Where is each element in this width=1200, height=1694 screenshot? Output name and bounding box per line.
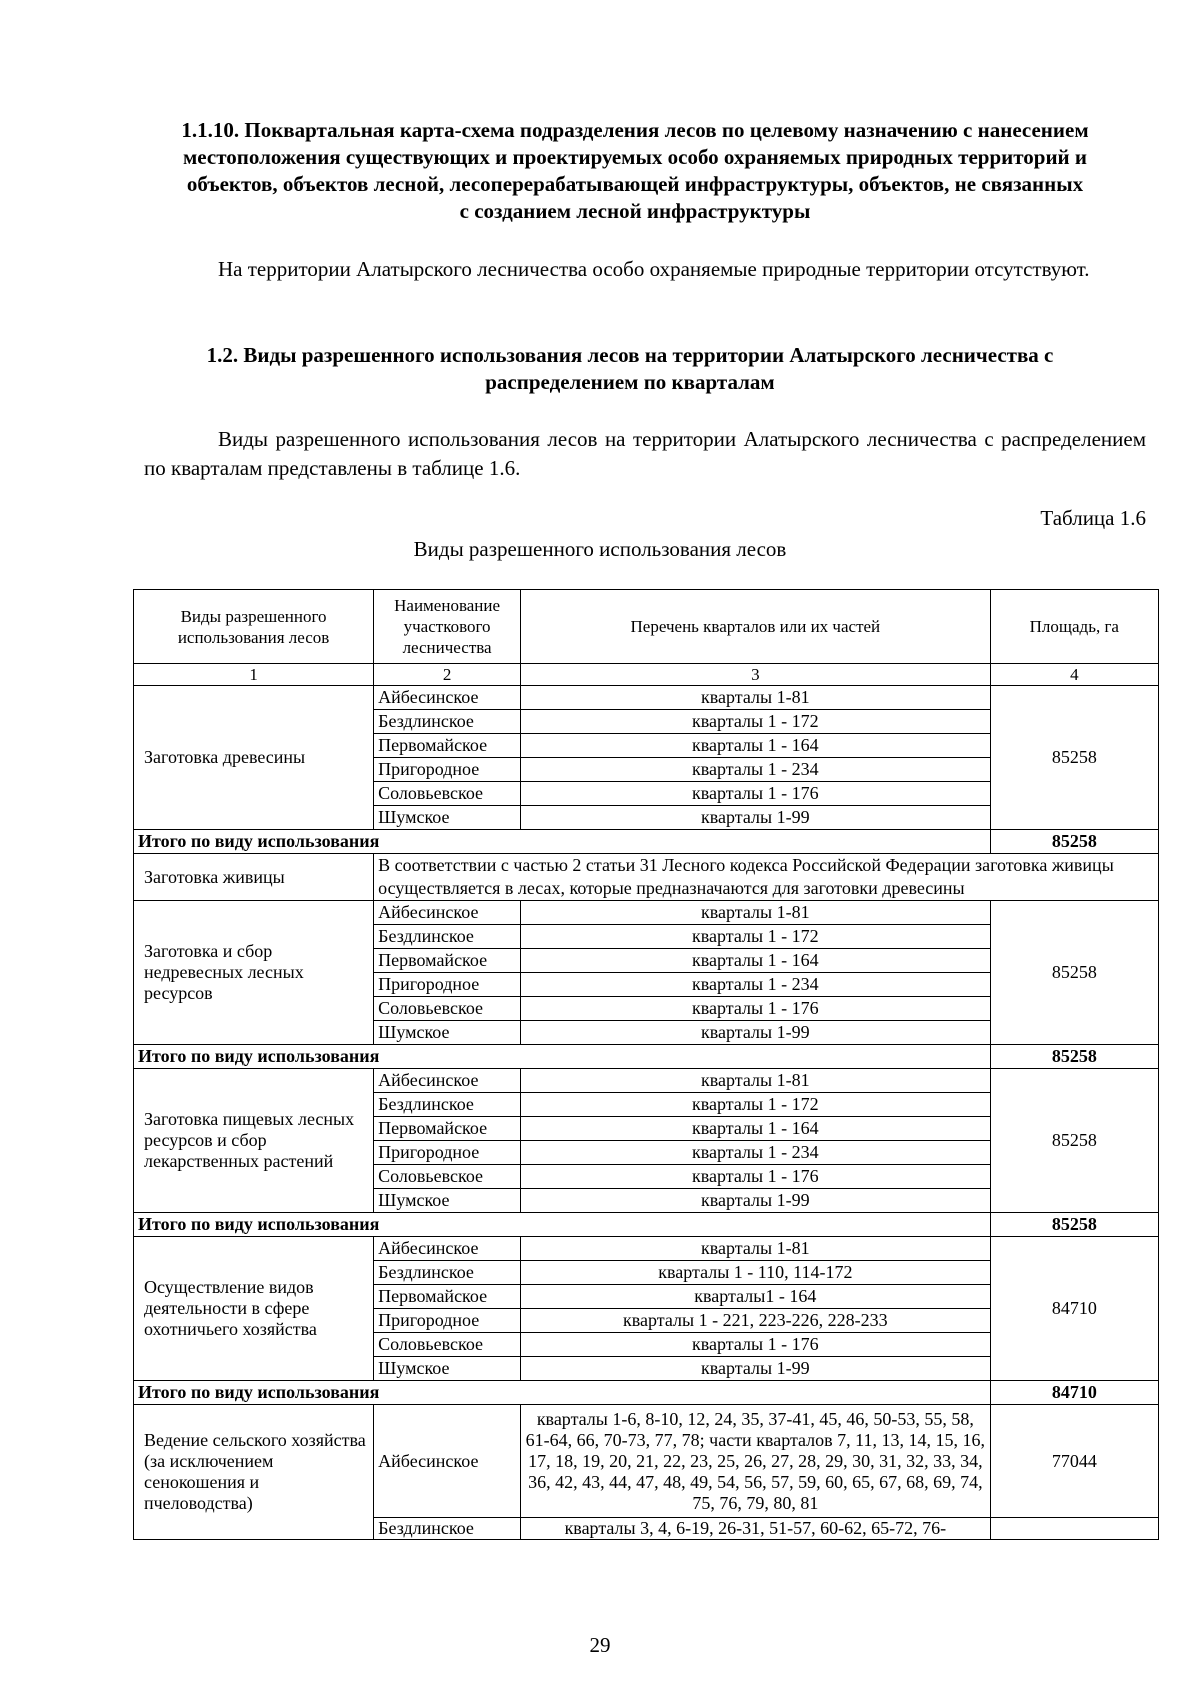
district-cell: Первомайское <box>374 734 521 758</box>
district-cell: Первомайское <box>374 949 521 973</box>
quarters-cell: кварталы 1 - 172 <box>521 925 991 949</box>
district-cell: Шумское <box>374 1189 521 1213</box>
district-cell: Бездлинское <box>374 1261 521 1285</box>
district-cell: Соловьевское <box>374 1165 521 1189</box>
quarters-cell: кварталы 1-99 <box>521 1189 991 1213</box>
total-value: 84710 <box>990 1381 1158 1405</box>
header-area: Площадь, га <box>990 590 1158 664</box>
quarters-cell: кварталы 1 - 221, 223-226, 228-233 <box>521 1309 991 1333</box>
quarters-cell: кварталы 1 - 164 <box>521 1117 991 1141</box>
column-number: 4 <box>990 664 1158 686</box>
quarters-cell: кварталы 1-99 <box>521 1357 991 1381</box>
district-cell: Соловьевское <box>374 1333 521 1357</box>
quarters-cell: кварталы 1-81 <box>521 1069 991 1093</box>
district-cell: Бездлинское <box>374 925 521 949</box>
header-quarters: Перечень кварталов или их частей <box>521 590 991 664</box>
paragraph-table-intro: Виды разрешенного использования лесов на территории Алатырского лесничества с распределением по кварталам представлены в таблице 1.6. <box>144 427 1146 480</box>
header-district: Наименование участкового лесничества <box>374 590 521 664</box>
use-type-cell: Заготовка пищевых лесных ресурсов и сбор лекарственных растений <box>134 1069 374 1213</box>
area-cell-empty <box>990 1518 1158 1540</box>
quarters-cell: кварталы 1 - 164 <box>521 734 991 758</box>
district-cell: Айбесинское <box>374 1405 521 1518</box>
total-value: 85258 <box>990 1045 1158 1069</box>
quarters-cell: кварталы 1 - 176 <box>521 782 991 806</box>
total-label: Итого по виду использования <box>134 830 991 854</box>
use-type-cell: Заготовка древесины <box>134 686 374 830</box>
quarters-cell: кварталы 1 - 164 <box>521 949 991 973</box>
note-cell: В соответствии с частью 2 статьи 31 Лесного кодекса Российской Федерации заготовка живицы осуществляется в лесах, которые предназначаются для заготовки древесины <box>374 854 1159 901</box>
district-cell: Соловьевское <box>374 782 521 806</box>
quarters-cell: кварталы 1 - 176 <box>521 997 991 1021</box>
quarters-cell: кварталы 1 - 234 <box>521 1141 991 1165</box>
area-cell: 85258 <box>990 686 1158 830</box>
quarters-cell: кварталы 1 - 234 <box>521 758 991 782</box>
subsection-heading: 1.2. Виды разрешенного использования лесов на территории Алатырского лесничества с распределением по кварталам <box>206 343 1054 394</box>
area-cell: 85258 <box>990 1069 1158 1213</box>
section-heading: 1.1.10. Поквартальная карта-схема подразделения лесов по целевому назначению с нанесением местоположения существующих и проектируемых особо охраняемых природных территорий и объектов, объектов лесной, лесоперерабатывающей инфраструктуры, объектов, не связанных с созданием лесной инфраструктуры <box>181 118 1089 223</box>
paragraph-no-protected-areas: На территории Алатырского лесничества особо охраняемые природные территории отсутствуют. <box>218 257 1090 281</box>
page-number: 29 <box>589 1633 611 1657</box>
quarters-cell: кварталы 1 - 172 <box>521 1093 991 1117</box>
district-cell: Соловьевское <box>374 997 521 1021</box>
column-number: 1 <box>134 664 374 686</box>
total-value: 85258 <box>990 830 1158 854</box>
quarters-cell: кварталы 1-6, 8-10, 12, 24, 35, 37-41, 45, 46, 50-53, 55, 58, 61-64, 66, 70-73, 77, 78; части кварталов 7, 11, 13, 14, 15, 16, 17, 18, 19, 20, 21, 22, 23, 25, 26, 27, 28, 29, 30, 31, 32, 33, 34, 36, 42, 43, 44, 47, 48, 49, 54, 56, 57, 59, 60, 65, 67, 68, 69, 74, 75, 76, 79, 80, 81 <box>521 1405 991 1518</box>
district-cell: Пригородное <box>374 1141 521 1165</box>
table-label: Таблица 1.6 <box>1040 506 1146 530</box>
district-cell: Бездлинское <box>374 1093 521 1117</box>
total-value: 85258 <box>990 1213 1158 1237</box>
forest-use-table <box>133 589 1159 1540</box>
total-label: Итого по виду использования <box>134 1381 991 1405</box>
district-cell: Шумское <box>374 1357 521 1381</box>
quarters-cell: кварталы 1 - 110, 114-172 <box>521 1261 991 1285</box>
column-number: 2 <box>374 664 521 686</box>
table-caption: Виды разрешенного использования лесов <box>413 537 787 561</box>
use-type-cell: Заготовка живицы <box>134 854 374 901</box>
district-cell: Бездлинское <box>374 1518 521 1540</box>
district-cell: Айбесинское <box>374 901 521 925</box>
column-number: 3 <box>521 664 991 686</box>
use-type-cell: Ведение сельского хозяйства (за исключением сенокошения и пчеловодства) <box>134 1405 374 1540</box>
district-cell: Бездлинское <box>374 710 521 734</box>
quarters-cell: кварталы 1-81 <box>521 901 991 925</box>
district-cell: Айбесинское <box>374 1237 521 1261</box>
quarters-cell: кварталы 1 - 234 <box>521 973 991 997</box>
district-cell: Пригородное <box>374 1309 521 1333</box>
total-label: Итого по виду использования <box>134 1045 991 1069</box>
quarters-cell: кварталы 1 - 176 <box>521 1165 991 1189</box>
quarters-cell: кварталы 3, 4, 6-19, 26-31, 51-57, 60-62, 65-72, 76- <box>521 1518 991 1540</box>
total-label: Итого по виду использования <box>134 1213 991 1237</box>
area-cell: 77044 <box>990 1405 1158 1518</box>
header-use-type: Виды разрешенного использования лесов <box>134 590 374 664</box>
quarters-cell: кварталы1 - 164 <box>521 1285 991 1309</box>
area-cell: 84710 <box>990 1237 1158 1381</box>
district-cell: Айбесинское <box>374 1069 521 1093</box>
use-type-cell: Осуществление видов деятельности в сфере охотничьего хозяйства <box>134 1237 374 1381</box>
district-cell: Первомайское <box>374 1285 521 1309</box>
quarters-cell: кварталы 1 - 176 <box>521 1333 991 1357</box>
district-cell: Пригородное <box>374 973 521 997</box>
district-cell: Пригородное <box>374 758 521 782</box>
quarters-cell: кварталы 1-99 <box>521 806 991 830</box>
district-cell: Айбесинское <box>374 686 521 710</box>
area-cell: 85258 <box>990 901 1158 1045</box>
use-type-cell: Заготовка и сбор недревесных лесных ресурсов <box>134 901 374 1045</box>
quarters-cell: кварталы 1-81 <box>521 1237 991 1261</box>
quarters-cell: кварталы 1 - 172 <box>521 710 991 734</box>
quarters-cell: кварталы 1-81 <box>521 686 991 710</box>
district-cell: Шумское <box>374 1021 521 1045</box>
quarters-cell: кварталы 1-99 <box>521 1021 991 1045</box>
district-cell: Шумское <box>374 806 521 830</box>
district-cell: Первомайское <box>374 1117 521 1141</box>
